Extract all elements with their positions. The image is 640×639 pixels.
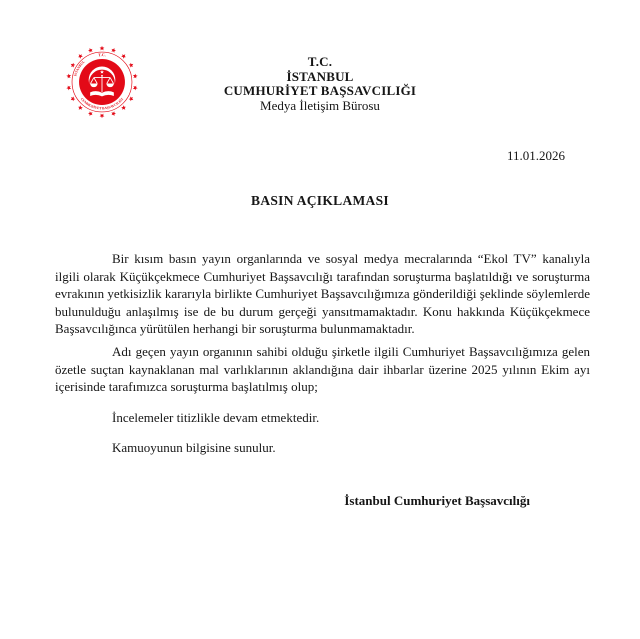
letterhead-tc: T.C. bbox=[307, 54, 333, 69]
document-date: 11.01.2026 bbox=[506, 148, 565, 163]
body-paragraph: Adı geçen yayın organının sahibi olduğu şirketle ilgili Cumhuriyet Başsavcılığımıza gelen özetle suçtan kaynaklanan mal varlıklarının aklandığına dair ihbarlar üzerine 2025 yılının Ekim ayı içerisinde tarafımızca soruşturma başlatılmış olup; bbox=[55, 343, 590, 395]
document-title: BASIN AÇIKLAMASI bbox=[251, 193, 389, 208]
prosecutor-seal-icon bbox=[65, 45, 139, 119]
letterhead-city: İSTANBUL bbox=[286, 68, 354, 84]
seal-top-text: T.C. bbox=[98, 52, 107, 58]
closing-line: Kamuoyunun bilgisine sunulur. bbox=[112, 440, 276, 456]
letterhead-office: CUMHURİYET BAŞSAVCILIĞI bbox=[223, 83, 417, 98]
signature-line: İstanbul Cumhuriyet Başsavcılığı bbox=[344, 492, 530, 508]
document-body bbox=[55, 250, 590, 509]
seal-left-text: İSTANBUL bbox=[73, 59, 86, 77]
closing-line: İncelemeler titizlikle devam etmektedir. bbox=[112, 409, 320, 425]
seal-bottom-text: CUMHURİYET BAŞSAVCILIĞI bbox=[79, 97, 125, 111]
body-paragraph: Bir kısım basın yayın organlarında ve sosyal medya mecralarında “Ekol TV” kanalıyla ilgili olarak Küçükçekmece Cumhuriyet Başsavcılığı tarafından soruşturma başlatıldığı ve soruşturma evrakının yetkisizlik kararıyla birlikte Cumhuriyet Başsavcılığımıza gönderildiği şeklinde söylemlerde bulunulduğu anlaşılmış ise de bu durum gerçeği yansıtmamaktadır. Konu hakkında Küçükçekmece Başsavcılığınca yürütülen herhangi bir soruşturma bulunmamaktadır. bbox=[55, 251, 590, 337]
letterhead-bureau: Medya İletişim Bürosu bbox=[260, 97, 380, 113]
